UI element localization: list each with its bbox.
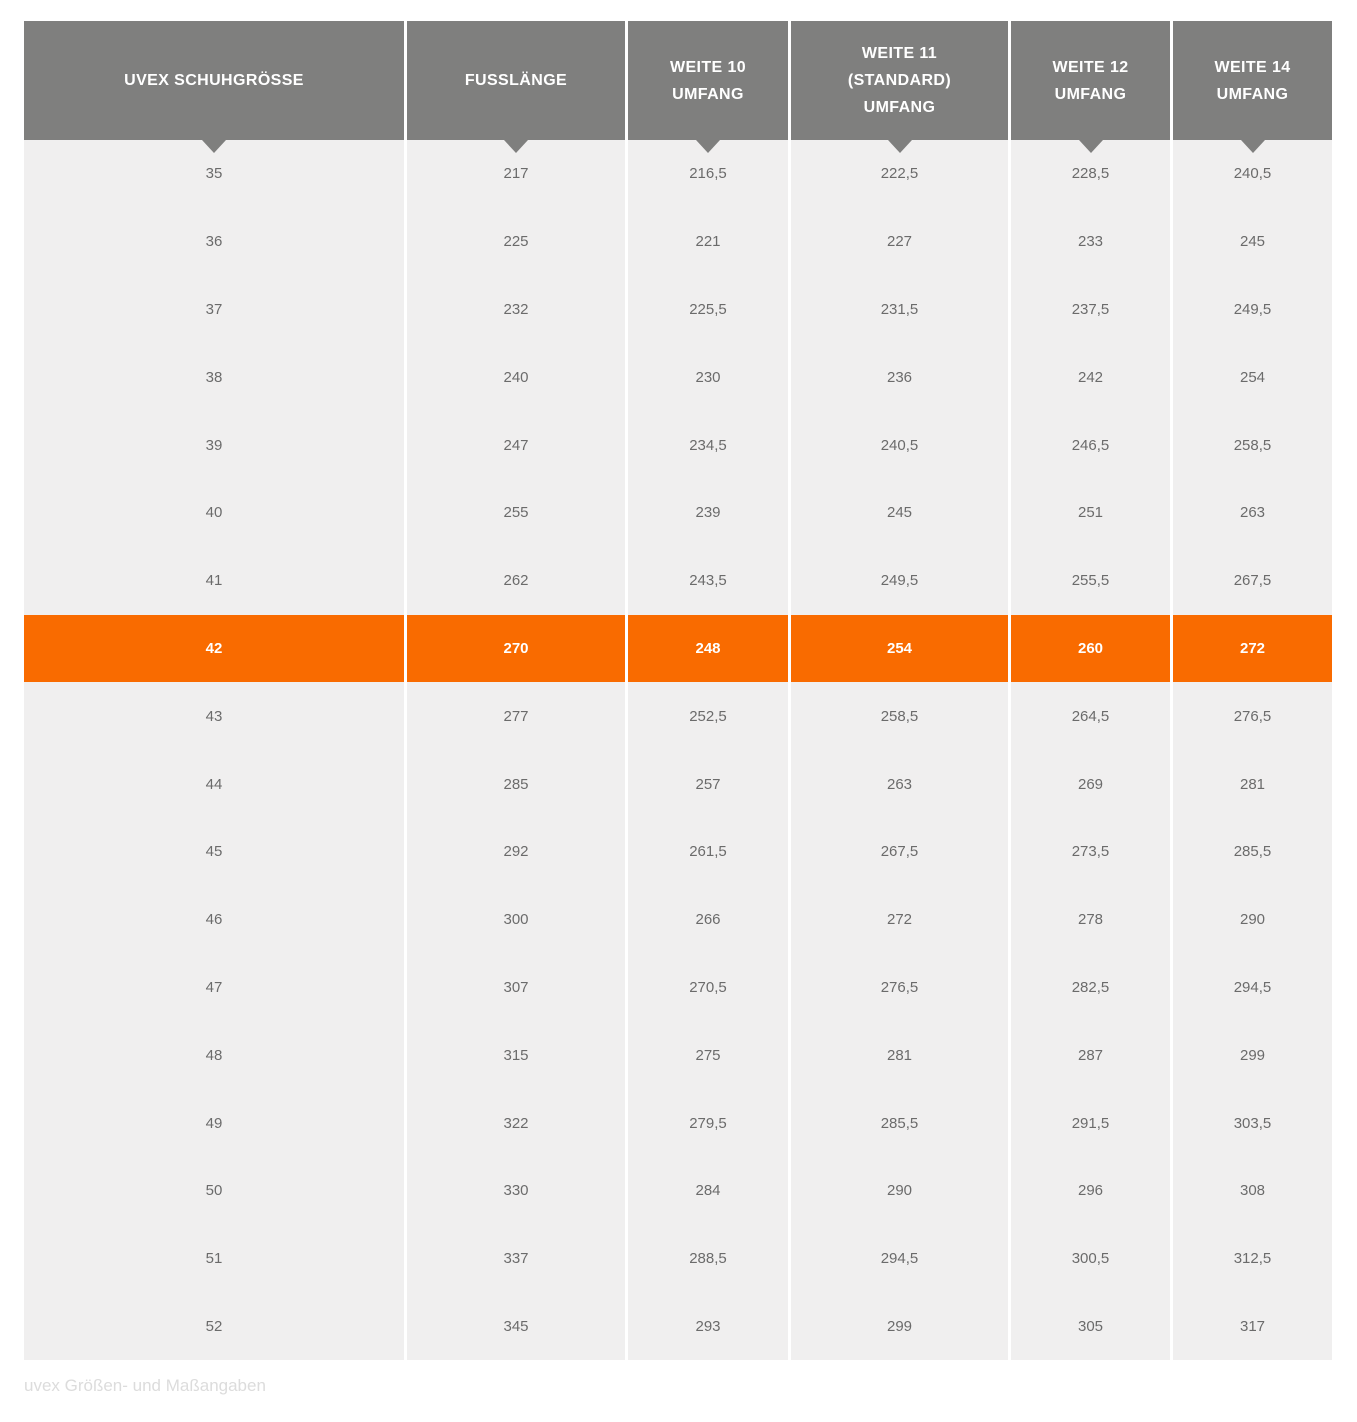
cell-weite-14: 294,5 [1173,954,1332,1022]
cell-schuhgroesse: 47 [24,954,404,1022]
cell-weite-11: 299 [791,1293,1008,1361]
cell-schuhgroesse: 36 [24,208,404,276]
cell-weite-12: 251 [1011,479,1170,547]
cell-weite-12: 287 [1011,1021,1170,1089]
column-header-schuhgroesse [24,21,404,140]
cell-schuhgroesse: 38 [24,343,404,411]
cell-fusslaenge: 255 [407,479,625,547]
column-header-label: (STANDARD) [847,72,952,89]
table-row-50[interactable] [24,1157,1332,1225]
cell-fusslaenge: 232 [407,276,625,344]
table-row-38[interactable] [24,343,1332,411]
cell-weite-11: 263 [791,750,1008,818]
cell-weite-11: 272 [791,886,1008,954]
column-header-label: UVEX SCHUHGRÖSSE [124,72,304,89]
cell-weite-12: 296 [1011,1157,1170,1225]
cell-weite-14: 281 [1173,750,1332,818]
cell-fusslaenge: 270 [407,615,625,683]
cell-weite-11: 267,5 [791,818,1008,886]
column-header-weite-12 [1011,21,1170,140]
cell-weite-11: 285,5 [791,1089,1008,1157]
table-body [24,140,1332,1360]
cell-fusslaenge: 277 [407,682,625,750]
table-row-51[interactable] [24,1225,1332,1293]
table-row-43[interactable] [24,682,1332,750]
cell-weite-11: 245 [791,479,1008,547]
table-row-40[interactable] [24,479,1332,547]
cell-schuhgroesse: 46 [24,886,404,954]
column-header-weite-11 [791,21,1008,140]
table-row-45[interactable] [24,818,1332,886]
cell-weite-10: 293 [628,1293,788,1361]
cell-schuhgroesse: 49 [24,1089,404,1157]
cell-schuhgroesse: 40 [24,479,404,547]
cell-weite-10: 266 [628,886,788,954]
column-header-label: UMFANG [672,85,744,103]
cell-weite-10: 243,5 [628,547,788,615]
cell-weite-12: 273,5 [1011,818,1170,886]
cell-weite-12: 246,5 [1011,411,1170,479]
cell-weite-14: 303,5 [1173,1089,1332,1157]
cell-weite-11: 276,5 [791,954,1008,1022]
cell-schuhgroesse: 44 [24,750,404,818]
cell-weite-12: 305 [1011,1293,1170,1361]
cell-weite-11: 249,5 [791,547,1008,615]
cell-weite-14: 308 [1173,1157,1332,1225]
cell-schuhgroesse: 50 [24,1157,404,1225]
cell-weite-12: 278 [1011,886,1170,954]
cell-weite-11: 254 [791,615,1008,683]
cell-weite-10: 252,5 [628,682,788,750]
cell-weite-12: 237,5 [1011,276,1170,344]
uvex-size-table [24,21,1332,1360]
cell-weite-14: 245 [1173,208,1332,276]
cell-fusslaenge: 337 [407,1225,625,1293]
column-pointer-down-icon [888,140,912,153]
cell-fusslaenge: 315 [407,1021,625,1089]
table-row-49[interactable] [24,1089,1332,1157]
cell-weite-14: 258,5 [1173,411,1332,479]
cell-schuhgroesse: 37 [24,276,404,344]
cell-weite-14: 290 [1173,886,1332,954]
cell-weite-14: 317 [1173,1293,1332,1361]
cell-weite-12: 255,5 [1011,547,1170,615]
cell-weite-12: 228,5 [1011,140,1170,208]
table-row-36[interactable] [24,208,1332,276]
cell-weite-14: 285,5 [1173,818,1332,886]
cell-fusslaenge: 330 [407,1157,625,1225]
cell-weite-10: 279,5 [628,1089,788,1157]
table-caption: uvex Größen- und Maßangaben [24,1376,266,1395]
cell-weite-11: 227 [791,208,1008,276]
cell-weite-10: 221 [628,208,788,276]
cell-schuhgroesse: 43 [24,682,404,750]
cell-fusslaenge: 217 [407,140,625,208]
table-row-39[interactable] [24,411,1332,479]
table-row-highlighted-42[interactable] [24,615,1332,683]
column-pointer-down-icon [202,140,226,153]
cell-schuhgroesse: 48 [24,1021,404,1089]
column-header-weite-14 [1173,21,1332,140]
cell-schuhgroesse: 52 [24,1293,404,1361]
table-header-row [24,21,1332,140]
table-row-48[interactable] [24,1021,1332,1089]
cell-weite-10: 275 [628,1021,788,1089]
cell-weite-10: 230 [628,343,788,411]
cell-weite-12: 233 [1011,208,1170,276]
cell-weite-14: 254 [1173,343,1332,411]
cell-fusslaenge: 292 [407,818,625,886]
cell-weite-11: 258,5 [791,682,1008,750]
cell-weite-12: 260 [1011,615,1170,683]
table-row-37[interactable] [24,276,1332,344]
cell-weite-10: 288,5 [628,1225,788,1293]
cell-fusslaenge: 322 [407,1089,625,1157]
cell-fusslaenge: 262 [407,547,625,615]
column-header-label: WEITE 14 [1214,58,1291,76]
cell-weite-12: 282,5 [1011,954,1170,1022]
column-pointer-down-icon [696,140,720,153]
cell-schuhgroesse: 39 [24,411,404,479]
cell-weite-12: 264,5 [1011,682,1170,750]
cell-fusslaenge: 247 [407,411,625,479]
cell-weite-12: 300,5 [1011,1225,1170,1293]
cell-weite-14: 312,5 [1173,1225,1332,1293]
cell-schuhgroesse: 51 [24,1225,404,1293]
table-row-46[interactable] [24,886,1332,954]
column-header-label: UMFANG [1216,85,1289,103]
cell-weite-14: 267,5 [1173,547,1332,615]
cell-fusslaenge: 307 [407,954,625,1022]
cell-weite-11: 294,5 [791,1225,1008,1293]
column-header-label: FUSSLÄNGE [464,72,568,89]
cell-weite-11: 236 [791,343,1008,411]
cell-weite-11: 281 [791,1021,1008,1089]
cell-weite-11: 290 [791,1157,1008,1225]
cell-weite-10: 234,5 [628,411,788,479]
cell-schuhgroesse: 42 [24,615,404,683]
cell-weite-14: 299 [1173,1021,1332,1089]
cell-weite-14: 240,5 [1173,140,1332,208]
column-pointer-down-icon [504,140,528,153]
column-pointer-down-icon [1079,140,1103,153]
column-header-label: WEITE 12 [1052,58,1129,76]
column-header-weite-10 [628,21,788,140]
cell-weite-10: 257 [628,750,788,818]
cell-fusslaenge: 225 [407,208,625,276]
table-row-41[interactable] [24,547,1332,615]
cell-weite-11: 222,5 [791,140,1008,208]
cell-weite-11: 231,5 [791,276,1008,344]
cell-weite-14: 276,5 [1173,682,1332,750]
column-header-label: UMFANG [863,99,936,116]
cell-weite-10: 239 [628,479,788,547]
column-header-label: WEITE 11 [861,45,938,62]
cell-weite-12: 291,5 [1011,1089,1170,1157]
table-row-52[interactable] [24,1293,1332,1361]
cell-weite-12: 242 [1011,343,1170,411]
cell-weite-10: 248 [628,615,788,683]
cell-weite-10: 216,5 [628,140,788,208]
cell-weite-10: 284 [628,1157,788,1225]
cell-weite-12: 269 [1011,750,1170,818]
cell-weite-10: 225,5 [628,276,788,344]
column-header-fusslaenge [407,21,625,140]
cell-schuhgroesse: 41 [24,547,404,615]
cell-schuhgroesse: 45 [24,818,404,886]
cell-fusslaenge: 285 [407,750,625,818]
table-row-47[interactable] [24,954,1332,1022]
column-pointer-down-icon [1241,140,1265,153]
cell-weite-10: 270,5 [628,954,788,1022]
cell-schuhgroesse: 35 [24,140,404,208]
cell-weite-11: 240,5 [791,411,1008,479]
table-row-44[interactable] [24,750,1332,818]
cell-fusslaenge: 240 [407,343,625,411]
cell-weite-10: 261,5 [628,818,788,886]
column-header-label: WEITE 10 [669,58,747,76]
cell-weite-14: 249,5 [1173,276,1332,344]
cell-fusslaenge: 345 [407,1293,625,1361]
column-header-label: UMFANG [1054,85,1127,103]
cell-weite-14: 263 [1173,479,1332,547]
cell-fusslaenge: 300 [407,886,625,954]
cell-weite-14: 272 [1173,615,1332,683]
